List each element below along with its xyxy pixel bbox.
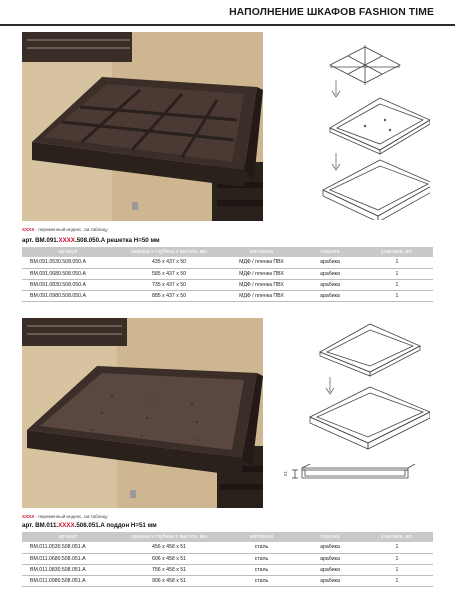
table-cell: МДФ / пленка ПВХ xyxy=(224,290,299,301)
table-cell: 1 xyxy=(361,268,433,279)
table-cell: арабика xyxy=(299,257,361,268)
column-header: упаковка, шт. xyxy=(361,247,433,257)
product-photo-tray xyxy=(22,318,263,508)
table-cell: BM.011.0980.508.051.A xyxy=(22,575,114,586)
variable-index-note xyxy=(22,514,108,519)
table-cell: 606 x 458 x 51 xyxy=(114,553,224,564)
assembly-drawing-grid-insert xyxy=(300,40,430,220)
table-cell: арабика xyxy=(299,542,361,553)
title-prefix: арт. BM.091. xyxy=(22,237,59,244)
table-cell: сталь xyxy=(224,564,299,575)
table-cell: МДФ / пленка ПВХ xyxy=(224,268,299,279)
spec-table-tray xyxy=(22,532,433,587)
table-cell: арабика xyxy=(299,268,361,279)
table-cell: 1 xyxy=(361,542,433,553)
table-cell: 885 x 437 x 50 xyxy=(114,290,224,301)
column-header: артикул xyxy=(22,532,114,542)
table-row xyxy=(22,268,433,279)
table-cell: BM.091.0530.508.050.A xyxy=(22,257,114,268)
title-suffix: .508.051.A поддон H=51 мм xyxy=(74,522,157,529)
table-row xyxy=(22,257,433,268)
header-rule xyxy=(0,24,455,26)
page-header xyxy=(0,0,455,26)
table-cell: 1 xyxy=(361,553,433,564)
variable-index-note xyxy=(22,227,108,232)
column-header: артикул xyxy=(22,247,114,257)
table-cell: 906 x 458 x 51 xyxy=(114,575,224,586)
spec-table-grid-insert xyxy=(22,247,433,302)
table-cell: арабика xyxy=(299,575,361,586)
table-row xyxy=(22,575,433,586)
table-cell: 1 xyxy=(361,257,433,268)
assembly-drawing-tray xyxy=(280,322,430,502)
section-title-grid-insert xyxy=(22,237,160,244)
note-text: - переменный индекс, см.таблицу xyxy=(34,514,108,519)
column-header: ширина х глубина х высота, мм xyxy=(114,532,224,542)
table-cell: BM.011.0830.508.051.A xyxy=(22,564,114,575)
table-cell: МДФ / пленка ПВХ xyxy=(224,279,299,290)
table-cell: 1 xyxy=(361,575,433,586)
table-row xyxy=(22,542,433,553)
table-row xyxy=(22,564,433,575)
title-index: XXXX xyxy=(58,237,75,244)
column-header: отделка xyxy=(299,247,361,257)
table-cell: 585 x 437 x 50 xyxy=(114,268,224,279)
table-cell: арабика xyxy=(299,290,361,301)
table-cell: сталь xyxy=(224,575,299,586)
column-header: ширина х глубина х высота, мм xyxy=(114,247,224,257)
table-header-row xyxy=(22,532,433,542)
table-cell: сталь xyxy=(224,553,299,564)
table-cell: BM.011.0530.508.051.A xyxy=(22,542,114,553)
table-row xyxy=(22,279,433,290)
table-cell: BM.091.0980.508.050.A xyxy=(22,290,114,301)
table-cell: 756 x 458 x 51 xyxy=(114,564,224,575)
table-row xyxy=(22,553,433,564)
page-title: НАПОЛНЕНИЕ ШКАФОВ FASHION TIME xyxy=(229,7,434,18)
table-cell: 1 xyxy=(361,290,433,301)
product-photo-grid-insert xyxy=(22,32,263,221)
section-title-tray xyxy=(22,522,157,529)
note-text: - переменный индекс, см.таблицу xyxy=(34,227,108,232)
note-index: XXXX xyxy=(22,514,35,519)
table-cell: 735 x 437 x 50 xyxy=(114,279,224,290)
column-header: материал xyxy=(224,532,299,542)
column-header: отделка xyxy=(299,532,361,542)
table-cell: арабика xyxy=(299,553,361,564)
note-index: XXXX xyxy=(22,227,35,232)
title-suffix: .508.050.A решетка H=50 мм xyxy=(74,237,160,244)
table-cell: сталь xyxy=(224,542,299,553)
dimension-label: 51 xyxy=(283,470,289,477)
table-cell: арабика xyxy=(299,564,361,575)
table-header-row xyxy=(22,247,433,257)
title-index: XXXX xyxy=(58,522,75,529)
table-row xyxy=(22,290,433,301)
table-cell: BM.091.0830.508.050.A xyxy=(22,279,114,290)
table-cell: BM.091.0680.508.050.A xyxy=(22,268,114,279)
table-cell: 456 x 458 x 51 xyxy=(114,542,224,553)
table-cell: 1 xyxy=(361,564,433,575)
table-cell: арабика xyxy=(299,279,361,290)
column-header: материал xyxy=(224,247,299,257)
table-cell: BM.011.0680.508.051.A xyxy=(22,553,114,564)
table-cell: МДФ / пленка ПВХ xyxy=(224,257,299,268)
table-cell: 1 xyxy=(361,279,433,290)
title-prefix: арт. BM.011. xyxy=(22,522,59,529)
column-header: упаковка, шт. xyxy=(361,532,433,542)
table-cell: 435 x 437 x 50 xyxy=(114,257,224,268)
